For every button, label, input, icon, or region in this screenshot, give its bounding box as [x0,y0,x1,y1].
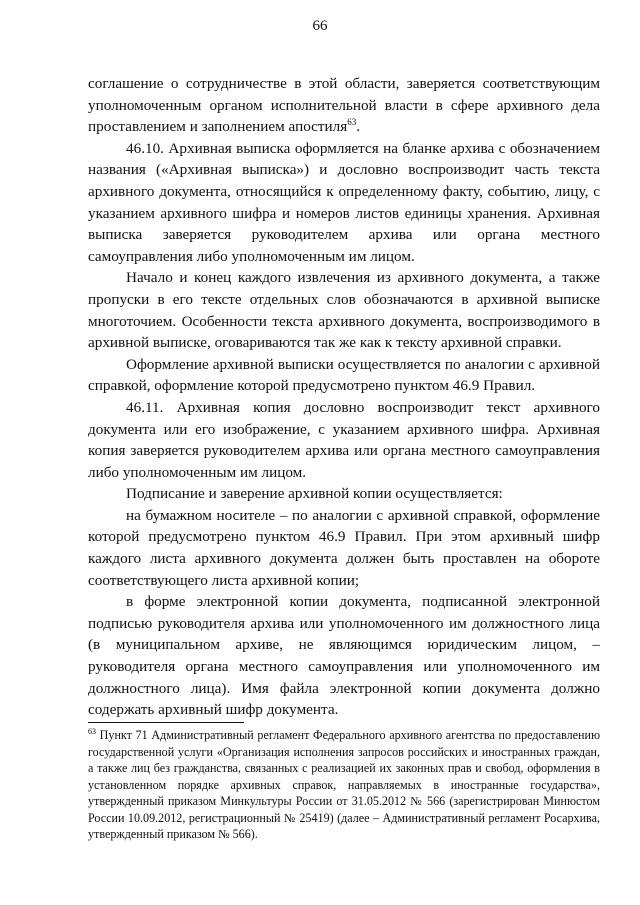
paragraph-excerpt-boundaries: Начало и конец каждого извлечения из архивного документа, а также пропуски в его тексте отдельных слов обозначаются в архивной выписке многоточием. Особенности текста архивного документа, воспроизводимого в архивной выписке, оговариваются так же как к тексту архивной справки. [88,269,600,352]
footnote-text: Пункт 71 Административный регламент Федерального архивного агентства по предоставлению государственной услуги «Организация исполнения запросов российских и иностранных граждан, а также лиц без гражданства, связанных с реализацией их законных прав и свобод, оформления в установленном порядке архивных справок, направляемых в иностранные государства», утвержденный приказом Минкультуры России от 31.05.2012 № 566 (зарегистрирован Минюстом России 10.09.2012, регистрационный № 25419) (далее – Административный регламент Росархива, утвержденный приказом № 566). [88,728,600,841]
page-number: 66 [312,18,328,34]
paragraph-46-11: 46.11. Архивная копия дословно воспроизводит текст архивного документа или его изображение, с указанием архивного шифра. Архивная копия заверяется руководителем архива или органа местного самоуправления либо уполномоченным им лицом. [88,398,600,481]
paragraph-46-10: 46.10. Архивная выписка оформляется на бланке архива с обозначением названия («Архивная выписка») и дословно воспроизводит часть текста архивного документа, относящийся к определенному факту, событию, лицу, с указанием архивного шифра и номеров листов единицы хранения. Архивная выписка заверяется руководителем архива или органа местного самоуправления либо уполномоченным им лицом. [88,139,600,265]
paragraph-tail: . [356,118,361,136]
paragraph-excerpt-formatting: Оформление архивной выписки осуществляется по аналогии с архивной справкой, оформление которой предусмотрено пунктом 46.9 Правил. [88,355,600,395]
paragraph-signing-intro: Подписание и заверение архивной копии осуществляется: [126,485,503,503]
paragraph-paper-copy: на бумажном носителе – по аналогии с архивной справкой, оформление которой предусмотрено пунктом 46.9 Правил. При этом архивный шифр каждого листа архивного документа должен быть проставлен на обороте соответствующего листа архивной копии; [88,506,600,589]
footnote-separator [88,722,244,723]
footnote-paragraph [88,727,600,843]
body-text [88,73,600,721]
paragraph-text: соглашение о сотрудничестве в этой области, заверяется соответствующим уполномоченным органом исполнительной власти в сфере архивного дела проставлением и заполнением апостиля [88,75,600,136]
paragraph-electronic-copy: в форме электронной копии документа, подписанной электронной подписью руководителя архива или уполномоченного им должностного лица (в муниципальном архиве, не являющимся юридическим лицом, – руководителя органа местного самоуправления или уполномоченного им должностного лица). Имя файла электронной копии документа должно содержать архивный шифр документа. [88,593,600,719]
paragraph-continuation [88,73,600,138]
footnote [88,727,600,843]
footnote-number: 63 [88,726,96,736]
footnote-ref: 63 [347,117,357,128]
